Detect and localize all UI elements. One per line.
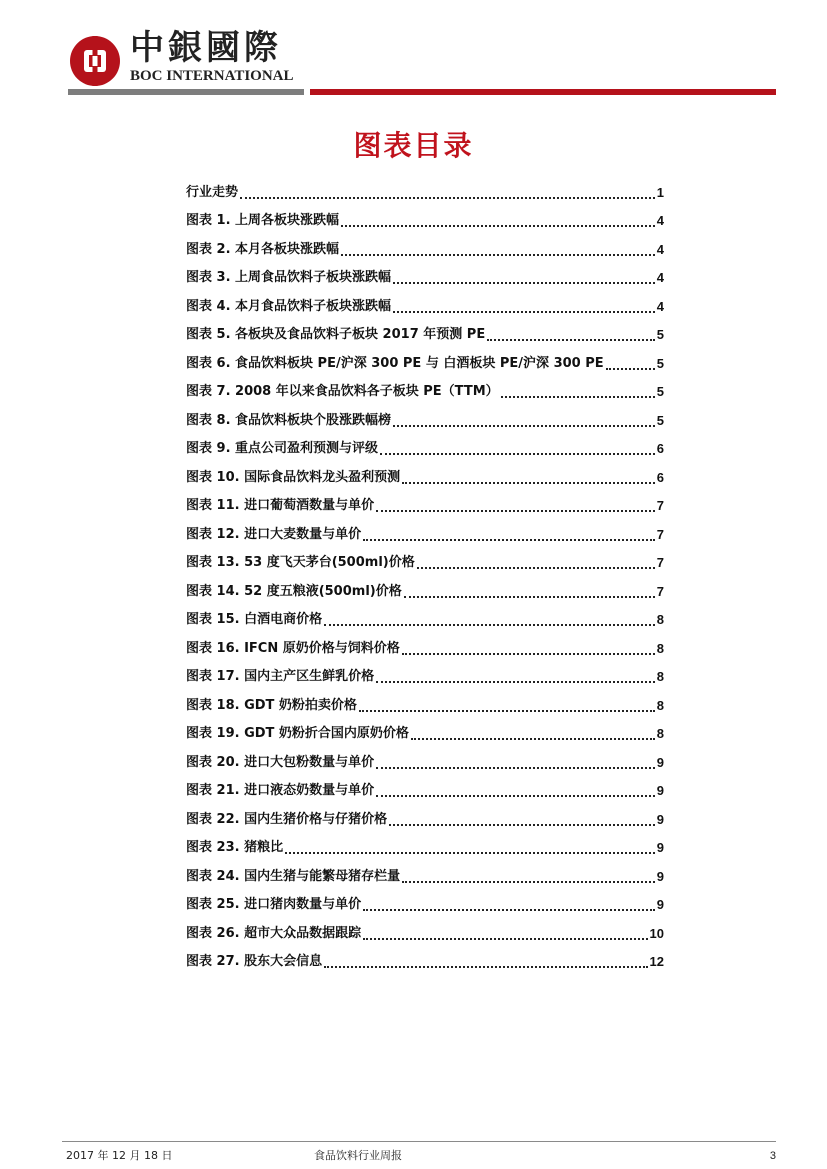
toc-entry-page: 4 (656, 298, 664, 314)
report-name: 食品饮料行业周报 (314, 1149, 402, 1162)
toc-entry-label: 图表 4. 本月食品饮料子板块涨跌幅 (186, 298, 392, 314)
toc-dot-leader (240, 197, 655, 199)
boc-logo-icon (68, 34, 122, 88)
toc-entry-page: 7 (656, 583, 664, 599)
footer-divider (62, 1141, 776, 1142)
toc-entry-page: 5 (656, 412, 664, 428)
toc-entry-page: 8 (656, 669, 664, 684)
toc-entry[interactable] (186, 720, 664, 749)
toc-entry-label: 图表 23. 猪粮比 (186, 840, 284, 855)
toc-dot-leader (376, 767, 655, 769)
toc-entry[interactable] (186, 292, 664, 321)
toc-entry-page: 4 (656, 270, 664, 285)
toc-entry-page: 8 (656, 612, 664, 627)
toc-entry[interactable] (186, 919, 664, 948)
toc-entry[interactable] (186, 264, 664, 293)
toc-entry-label: 图表 1. 上周各板块涨跌幅 (186, 213, 340, 228)
toc-entry-label: 图表 15. 白酒电商价格 (186, 612, 323, 627)
toc-entry-label: 图表 14. 52 度五粮液(500ml)价格 (186, 583, 402, 599)
toc-dot-leader (380, 453, 655, 455)
toc-dot-leader (606, 368, 655, 370)
toc-dot-leader (376, 510, 655, 512)
toc-dot-leader (402, 482, 655, 484)
toc-entry-label: 图表 26. 超市大众品数据跟踪 (186, 925, 362, 941)
toc-entry[interactable] (186, 178, 664, 207)
toc-entry[interactable] (186, 520, 664, 549)
table-of-figures (186, 178, 664, 976)
toc-entry-page: 4 (656, 213, 664, 228)
toc-entry[interactable] (186, 321, 664, 350)
toc-entry[interactable] (186, 691, 664, 720)
toc-dot-leader (417, 567, 655, 569)
toc-entry-label: 图表 8. 食品饮料板块个股涨跌幅榜 (186, 412, 392, 428)
toc-entry[interactable] (186, 577, 664, 606)
toc-dot-leader (393, 425, 655, 427)
toc-dot-leader (359, 710, 655, 712)
toc-entry-page: 7 (656, 498, 664, 513)
toc-entry[interactable] (186, 235, 664, 264)
toc-dot-leader (402, 881, 655, 883)
toc-entry-label: 图表 20. 进口大包粉数量与单价 (186, 754, 375, 770)
toc-entry-page: 7 (656, 555, 664, 570)
toc-entry-page: 8 (656, 726, 664, 741)
toc-entry-page: 9 (656, 811, 664, 827)
toc-entry[interactable] (186, 891, 664, 920)
toc-entry-page: 9 (656, 897, 664, 912)
toc-dot-leader (411, 738, 655, 740)
toc-dot-leader (389, 824, 655, 826)
toc-entry-label: 图表 21. 进口液态奶数量与单价 (186, 783, 375, 798)
toc-entry-page: 12 (649, 954, 664, 969)
toc-dot-leader (404, 596, 655, 598)
toc-entry-page: 10 (649, 925, 664, 941)
toc-dot-leader (341, 225, 655, 227)
toc-entry-label: 图表 18. GDT 奶粉拍卖价格 (186, 697, 357, 713)
toc-entry-page: 9 (656, 783, 664, 798)
toc-entry-page: 8 (656, 640, 664, 656)
toc-dot-leader (487, 339, 655, 341)
toc-entry-page: 1 (656, 184, 664, 200)
toc-entry-page: 9 (656, 868, 664, 884)
toc-entry-page: 5 (656, 384, 664, 399)
page-number: 3 (769, 1150, 776, 1162)
toc-entry[interactable] (186, 748, 664, 777)
toc-entry-label: 图表 3. 上周食品饮料子板块涨跌幅 (186, 270, 392, 285)
toc-dot-leader (393, 282, 655, 284)
toc-dot-leader (376, 795, 655, 797)
toc-entry[interactable] (186, 549, 664, 578)
toc-entry[interactable] (186, 492, 664, 521)
toc-entry[interactable] (186, 862, 664, 891)
toc-dot-leader (324, 966, 647, 968)
toc-entry-label: 图表 22. 国内生猪价格与仔猪价格 (186, 811, 388, 827)
toc-entry-label: 图表 10. 国际食品饮料龙头盈利预测 (186, 469, 401, 485)
toc-dot-leader (376, 681, 655, 683)
toc-entry-label: 图表 11. 进口葡萄酒数量与单价 (186, 498, 375, 513)
toc-entry-label: 图表 16. IFCN 原奶价格与饲料价格 (186, 640, 400, 656)
page-footer (66, 1148, 776, 1166)
header-divider-red (310, 89, 776, 95)
toc-entry-page: 4 (656, 241, 664, 257)
toc-entry-page: 6 (656, 469, 664, 485)
toc-entry[interactable] (186, 463, 664, 492)
toc-entry-page: 8 (656, 697, 664, 713)
toc-entry[interactable] (186, 378, 664, 407)
toc-entry-page: 5 (656, 327, 664, 342)
toc-dot-leader (393, 311, 655, 313)
logo-chinese-name: 中銀國際 (130, 28, 282, 68)
toc-dot-leader (402, 653, 655, 655)
toc-entry[interactable] (186, 606, 664, 635)
toc-entry[interactable] (186, 805, 664, 834)
toc-entry[interactable] (186, 834, 664, 863)
toc-entry-label: 图表 17. 国内主产区生鲜乳价格 (186, 669, 375, 684)
toc-entry-label: 图表 19. GDT 奶粉折合国内原奶价格 (186, 726, 409, 741)
toc-entry[interactable] (186, 349, 664, 378)
toc-entry-page: 5 (656, 355, 664, 371)
toc-entry-label: 图表 7. 2008 年以来食品饮料各子板块 PE（TTM） (186, 384, 499, 399)
toc-entry-label: 图表 12. 进口大麦数量与单价 (186, 526, 362, 542)
toc-entry[interactable] (186, 663, 664, 692)
toc-dot-leader (501, 396, 655, 398)
toc-entry[interactable] (186, 435, 664, 464)
toc-entry[interactable] (186, 634, 664, 663)
toc-entry-label: 图表 9. 重点公司盈利预测与评级 (186, 441, 379, 456)
toc-entry-label: 图表 6. 食品饮料板块 PE/沪深 300 PE 与 白酒板块 PE/沪深 300 PE (186, 355, 604, 371)
logo-english-name: BOC INTERNATIONAL (130, 68, 294, 84)
toc-entry[interactable] (186, 406, 664, 435)
toc-entry-page: 6 (656, 441, 664, 456)
toc-dot-leader (363, 539, 655, 541)
toc-entry[interactable] (186, 777, 664, 806)
toc-entry-label: 图表 13. 53 度飞天茅台(500ml)价格 (186, 555, 415, 570)
toc-dot-leader (363, 909, 655, 911)
toc-entry-label: 图表 24. 国内生猪与能繁母猪存栏量 (186, 868, 401, 884)
toc-dot-leader (363, 938, 647, 940)
report-date: 2017 年 12 月 18 日 (66, 1149, 173, 1162)
page-header (0, 0, 827, 100)
toc-dot-leader (285, 852, 655, 854)
toc-dot-leader (341, 254, 655, 256)
toc-entry-page: 7 (656, 526, 664, 542)
page-title: 图表目录 (353, 129, 474, 162)
toc-dot-leader (324, 624, 655, 626)
toc-entry-label: 图表 2. 本月各板块涨跌幅 (186, 241, 340, 257)
header-divider-gray (68, 89, 304, 95)
toc-entry-page: 9 (656, 754, 664, 770)
toc-entry[interactable] (186, 948, 664, 977)
toc-entry-page: 9 (656, 840, 664, 855)
toc-entry-label: 图表 27. 股东大会信息 (186, 954, 323, 969)
toc-entry[interactable] (186, 207, 664, 236)
toc-entry-label: 图表 25. 进口猪肉数量与单价 (186, 897, 362, 912)
toc-entry-label: 行业走势 (186, 184, 239, 200)
toc-entry-label: 图表 5. 各板块及食品饮料子板块 2017 年预测 PE (186, 327, 486, 342)
